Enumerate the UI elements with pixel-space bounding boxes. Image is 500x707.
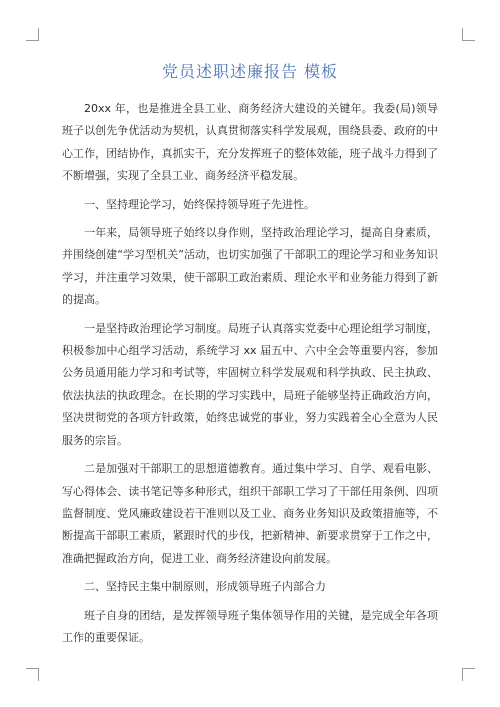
paragraph-unity: 班子自身的团结，是发挥领导班子集体领导作用的关键，是完成全年各项工作的重要保证。	[62, 608, 438, 644]
document-title: 党员述职述廉报告 模板	[161, 62, 339, 81]
paragraph-study-system: 一是坚持政治理论学习制度。局班子认真落实党委中心理论组学习制度，积极参加中心组学习活动，系统学习 xx 届五中、六中全会等重要内容，参加公务员通用能力学习和考试等，牢固树立科学发展观和科学执政、民主执政、依法执法的执政理念。在长期的学习实践中，局班子能够坚持正确政治方向，坚决贯彻党的各项方针政策，始终忠诚党的事业，努力实践着全心全意为人民服务的宗旨。	[62, 321, 438, 447]
document-body	[62, 98, 438, 655]
crop-mark-bottom-right	[462, 668, 475, 681]
section-heading-2: 二、坚持民主集中制原则，形成领导班子内部合力	[84, 580, 326, 594]
paragraph-intro: 20xx 年，也是推进全县工业、商务经济大建设的关键年。我委(局)领导班子以创先争优活动为契机，认真贯彻落实科学发展观，围绕县委、政府的中心工作，团结协作，真抓实干，充分发挥班子的整体效能，班子战斗力得到了不断增强，实现了全县工业、商务经济平稳发展。	[62, 102, 438, 183]
section-heading-1: 一、坚持理论学习，始终保持领导班子先进性。	[84, 197, 315, 211]
paragraph-moral-education: 二是加强对干部职工的思想道德教育。通过集中学习、自学、观看电影、写心得体会、读书笔记等多种形式，组织干部职工学习了干部任用条例、四项监督制度、党风廉政建设若干准则以及工业、商务业务知识及政策措施等，不断提高干部职工素质，紧跟时代的步伐，把新精神、新要求贯穿于工作之中，准确把握政治方向，促进工业、商务经济建设向前发展。	[62, 462, 438, 565]
crop-mark-bottom-left	[26, 668, 39, 681]
paragraph-theory-study: 一年来，局领导班子始终以身作则，坚持政治理论学习，提高自身素质，并围绕创建“学习型机关”活动，也切实加强了干部职工的理论学习和业务知识学习，并注重学习效果，使干部职工政治素质、理论水平和业务能力得到了新的提高。	[62, 226, 438, 307]
crop-mark-top-right	[462, 28, 475, 41]
crop-mark-top-left	[26, 28, 39, 41]
